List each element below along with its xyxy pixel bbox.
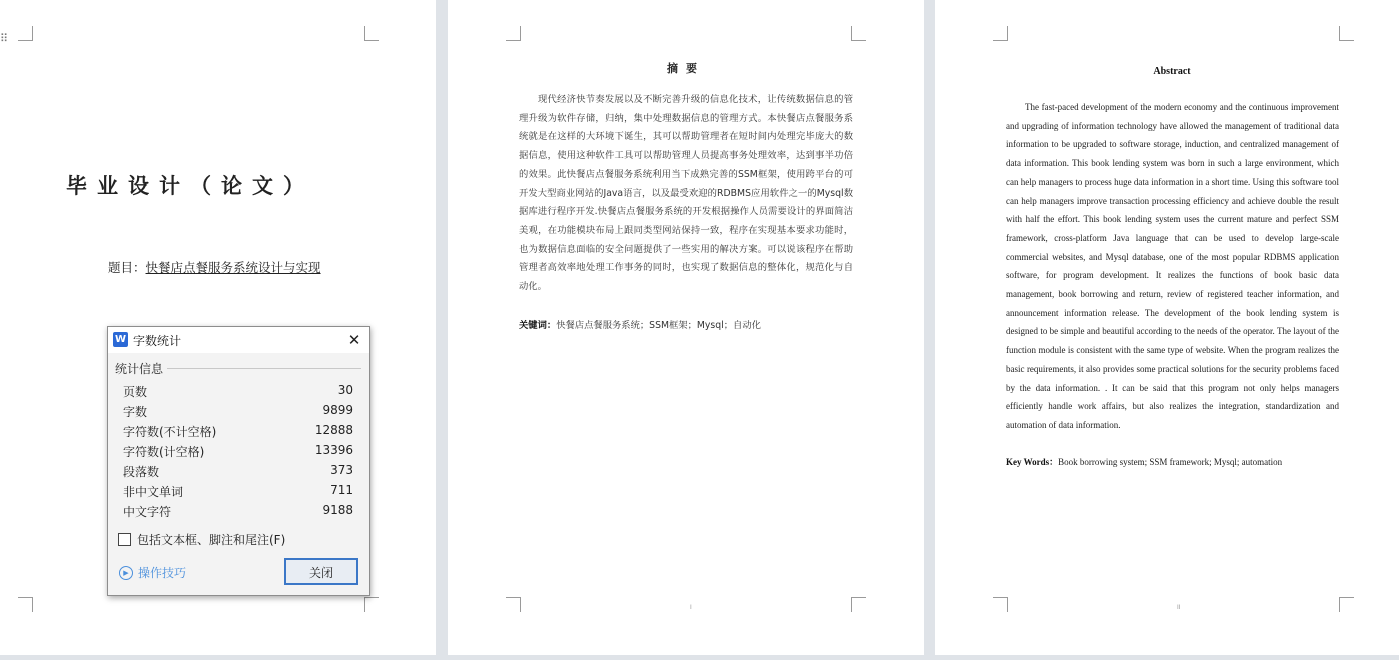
abstract-body: 现代经济快节奏发展以及不断完善升级的信息化技术，让传统数据信息的管理升级为软件存储，归纳，集中处理数据信息的管理方式。本快餐店点餐服务系统就是在这样的大环境下诞生，其可以帮助管理者在短时间内处理完毕庞大的数据信息，使用这种软件工具可以帮助管理人员提高事务处理效率，达到事半功倍的效果。此快餐店点餐服务系统利用当下成熟完善的SSM框架，使用跨平台的可开发大型商业网站的Java语言，以及最受欢迎的RDBMS应用软件之一的Mysql数据库进行程序开发.快餐店点餐服务系统的开发根据操作人员需要设计的界面简洁美观，在功能模块布局上跟同类型网站保持一致，程序在实现基本要求功能时，也为数据信息面临的安全问题提供了一些实用的解决方案。可以说该程序在帮助管理者高效率地处理工作事务的同时，也实现了数据信息的整体化，规范化与自动化。 xyxy=(519,94,853,293)
stat-row-paragraphs xyxy=(123,461,353,481)
page-number: I xyxy=(690,604,692,611)
crop-mark xyxy=(1339,26,1354,41)
close-icon[interactable]: ✕ xyxy=(347,331,361,349)
crop-mark xyxy=(18,26,33,41)
cover-topic xyxy=(108,258,321,276)
tips-label: 操作技巧 xyxy=(138,566,187,580)
stat-label: 字符数(不计空格) xyxy=(123,425,217,439)
stat-value: 12888 xyxy=(314,423,353,437)
stats-list xyxy=(123,381,353,521)
crop-mark xyxy=(506,26,521,41)
stat-row-non-chinese-words xyxy=(123,481,353,501)
crop-mark xyxy=(364,597,379,612)
stat-row-chars-no-space xyxy=(123,421,353,441)
dialog-title: 字数统计 xyxy=(133,334,182,348)
crop-mark xyxy=(851,597,866,612)
topic-value: 快餐店点餐服务系统设计与实现 xyxy=(145,260,321,275)
stat-label: 非中文单词 xyxy=(123,485,184,499)
stat-value: 13396 xyxy=(314,443,353,457)
abstract-heading: 摘要 xyxy=(667,62,705,75)
crop-mark xyxy=(364,26,379,41)
stat-value: 373 xyxy=(330,463,353,477)
drag-handle-icon[interactable]: ⠿ xyxy=(0,32,8,45)
crop-mark xyxy=(18,597,33,612)
stat-label: 字数 xyxy=(123,405,148,419)
stat-row-chinese-chars xyxy=(123,501,353,521)
tips-link[interactable] xyxy=(119,564,186,581)
stat-label: 段落数 xyxy=(123,465,160,479)
stat-value: 9899 xyxy=(322,403,353,417)
keywords-line xyxy=(519,317,761,331)
keywords-label: 关键词： xyxy=(519,320,557,331)
keywords-value: 快餐店点餐服务系统；SSM框架；Mysql；自动化 xyxy=(556,320,761,331)
crop-mark xyxy=(993,597,1008,612)
keywords-line xyxy=(1006,455,1282,468)
crop-mark xyxy=(851,26,866,41)
abstract-heading: Abstract xyxy=(1153,66,1191,77)
wps-logo-icon: W xyxy=(114,334,127,345)
checkbox-label: 包括文本框、脚注和尾注(F) xyxy=(137,533,286,547)
include-textbox-checkbox[interactable] xyxy=(118,533,131,546)
section-label: 统计信息 xyxy=(115,360,167,377)
word-count-dialog xyxy=(107,326,370,596)
keywords-value: Book borrowing system; SSM framework; Mysql; automation xyxy=(1058,457,1283,467)
stat-label: 字符数(计空格) xyxy=(123,445,205,459)
play-circle-icon: ▶ xyxy=(119,566,133,580)
stat-row-pages xyxy=(123,381,353,401)
abstract-body: The fast-paced development of the modern economy and the continuous improvement and upgrading of information technology have allowed the management of traditional data information to be upgraded to software storage, induction, and centralized management of data information. This book lending system was born in such a large environment, which can help managers to process huge data information in a short time. Using this software tool can help managers improve transaction processing efficiency and achieve double the result with half the effort. This book lending system uses the current mature and perfect SSM framework, cross-platform Java language that can be used to develop large-scale commercial websites, and Mysql database, one of the most popular RDBMS application software, for program development. It realizes the functions of book basic data management, book borrowing and return, review of registered teacher information, and announcement information release. The development of the book lending system is designed to be simple and beautiful according to the needs of the operator. The layout of the function module is consistent with the same type of website. When the program realizes the basic requirements, it also provides some practical solutions for the security problems faced by the data information. . It can be said that this program not only helps managers efficiently handle work affairs, but also realizes the integration, standardization and automation of data information. xyxy=(1006,102,1339,430)
document-page-abstract-cn xyxy=(448,0,924,655)
stat-label: 页数 xyxy=(123,385,148,399)
page-number: II xyxy=(1177,604,1181,611)
include-textbox-checkbox-row[interactable] xyxy=(118,531,285,548)
cover-title: 毕业设计（论文） xyxy=(66,174,314,198)
stat-value: 9188 xyxy=(322,503,353,517)
keywords-label: Key Words： xyxy=(1006,457,1059,467)
topic-label: 题目： xyxy=(108,260,146,275)
stat-label: 中文字符 xyxy=(123,505,172,519)
stat-value: 711 xyxy=(330,483,353,497)
stat-row-words xyxy=(123,401,353,421)
document-page-abstract-en xyxy=(935,0,1399,655)
dialog-titlebar[interactable] xyxy=(108,327,369,353)
close-button[interactable]: 关闭 xyxy=(284,558,358,585)
stat-row-chars-with-space xyxy=(123,441,353,461)
crop-mark xyxy=(993,26,1008,41)
stat-value: 30 xyxy=(337,383,353,397)
crop-mark xyxy=(506,597,521,612)
crop-mark xyxy=(1339,597,1354,612)
